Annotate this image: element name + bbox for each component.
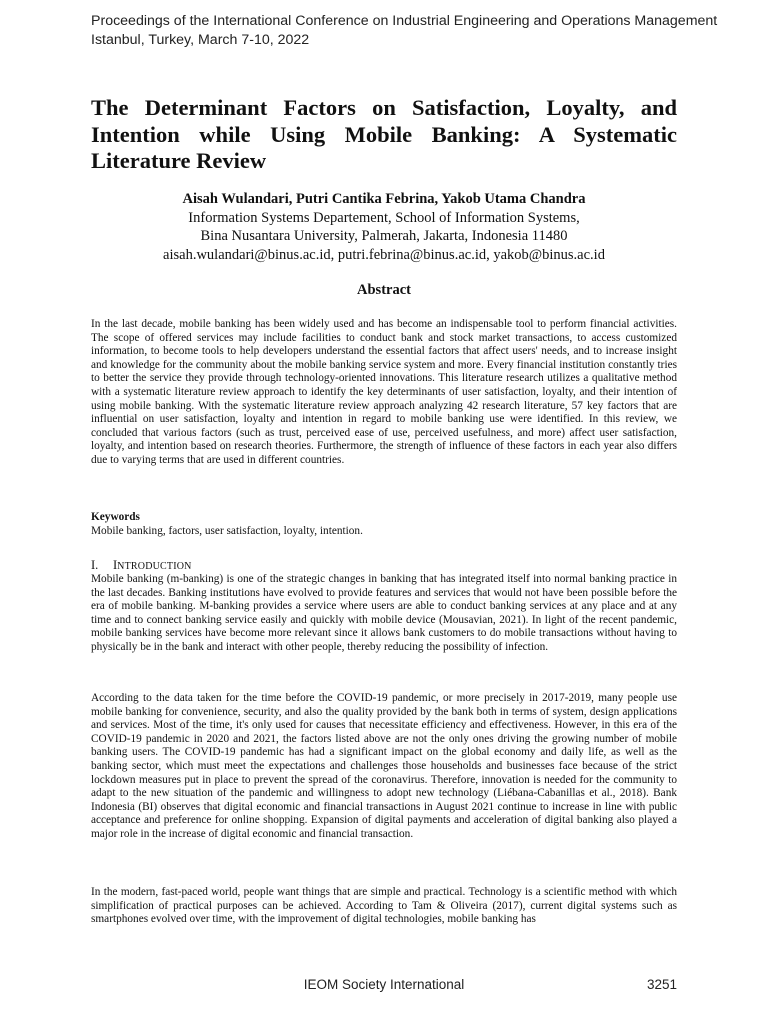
abstract-text: In the last decade, mobile banking has been widely used and has become an indispensable tool to perform financial activities. The scope of offered services may include facilities to conduct bank and stock market transactions, to access customized information, to become tools to help developers understand the essential factors that affect users' needs, and to increase insight and knowledge for the community about the mobile banking service system and more. Every financial institution constantly tries to better the service they provide through technology-oriented innovations. This literature research utilizes a qualitative method with a systematic literature review approach to identify the key determinants of user satisfaction, loyalty, and their intention of using mobile banking. With the systematic literature review approach analyzing 42 research literature, 57 key factors that are influential on user satisfaction, loyalty and intention in regard to mobile banking use were identified. In this review, we concluded that various factors (such as trust, perceived ease of use, perceived usefulness, and more) affect user satisfaction, loyalty, and intention based on research theories. Furthermore, the strength of influence of these factors in each year also differs due to varying terms that are used in different countries.	[91, 318, 677, 466]
section-heading-introduction	[91, 558, 192, 573]
keywords-section	[91, 511, 677, 538]
author-names: Aisah Wulandari, Putri Cantika Febrina, Yakob Utama Chandra	[182, 191, 586, 207]
running-header	[91, 12, 717, 49]
footer-society: IEOM Society International	[303, 977, 465, 992]
body-paragraph: Mobile banking (m-banking) is one of the strategic changes in banking that has integrated itself into normal banking practice in the last decades. Banking institutions have evolved to provide features and services that would not have been possible before the era of mobile banking. M-banking provides a service where users are able to conduct banking services at any place and at any time and to connect banking service easily and quickly with mobile device (Mousavian, 2021). In light of the recent pandemic, mobile banking services have become more relevant since it allows bank customers to do mobile transactions without having to physically be in the bank and interact with other people, thereby reducing the possibility of infection.	[91, 573, 677, 653]
paper-title: The Determinant Factors on Satisfaction, Loyalty, and Intention while Using Mobile Banking: A Systematic Literature Review	[91, 95, 677, 173]
body-paragraph: According to the data taken for the time before the COVID-19 pandemic, or more precisely in 2017-2019, many people use mobile banking for convenience, security, and also the quality provided by the bank both in terms of system, design applications and services. Most of the time, it's only used for causes that necessitate efficiency and effectiveness. However, in this era of the COVID-19 pandemic in 2020 and 2021, the factors listed above are not the only ones driving the growing number of mobile banking users. The COVID-19 pandemic has had a significant impact on the global economy and daily life, as well as the banking sector, which must meet the expectations and challenges those households and businesses face because of the strict lockdown measures put in place to prevent the spread of the coronavirus. Therefore, innovation is needed for the community to adapt to the new situation of the pandemic and willingness to adopt new technology (Liébana-Cabanillas et al., 2018). Bank Indonesia (BI) observes that digital economic and financial transactions in August 2021 continue to increase in line with public acceptance and preference for online shopping. Expansion of digital payments and acceleration of digital banking also played a major role in the increase of digital economic and financial transaction.	[91, 692, 677, 840]
section-number: I.	[91, 558, 99, 572]
conference-location-date: Istanbul, Turkey, March 7-10, 2022	[91, 31, 310, 48]
section-heading-initial: I	[113, 558, 118, 572]
body-paragraph: In the modern, fast-paced world, people want things that are simple and practical. Technology is a scientific method with which simplification of practical purposes can be achieved. According to Tam & Oliveira (2017), current digital systems such as smartphones evolved over time, with the improvement of digital technologies, mobile banking has	[91, 886, 677, 926]
abstract-heading: Abstract	[357, 282, 411, 298]
keywords-text: Mobile banking, factors, user satisfaction, loyalty, intention.	[91, 524, 363, 537]
keywords-heading: Keywords	[91, 511, 140, 523]
footer-page-number: 3251	[646, 977, 677, 992]
affiliation-line-1: Information Systems Departement, School of Information Systems,	[188, 209, 580, 226]
author-emails: aisah.wulandari@binus.ac.id, putri.febrina@binus.ac.id, yakob@binus.ac.id	[163, 246, 605, 263]
section-heading-rest: NTRODUCTION	[117, 561, 192, 572]
conference-name: Proceedings of the International Conference on Industrial Engineering and Operations Management	[91, 13, 718, 29]
affiliation-line-2: Bina Nusantara University, Palmerah, Jakarta, Indonesia 11480	[200, 228, 568, 244]
author-block	[91, 190, 677, 264]
